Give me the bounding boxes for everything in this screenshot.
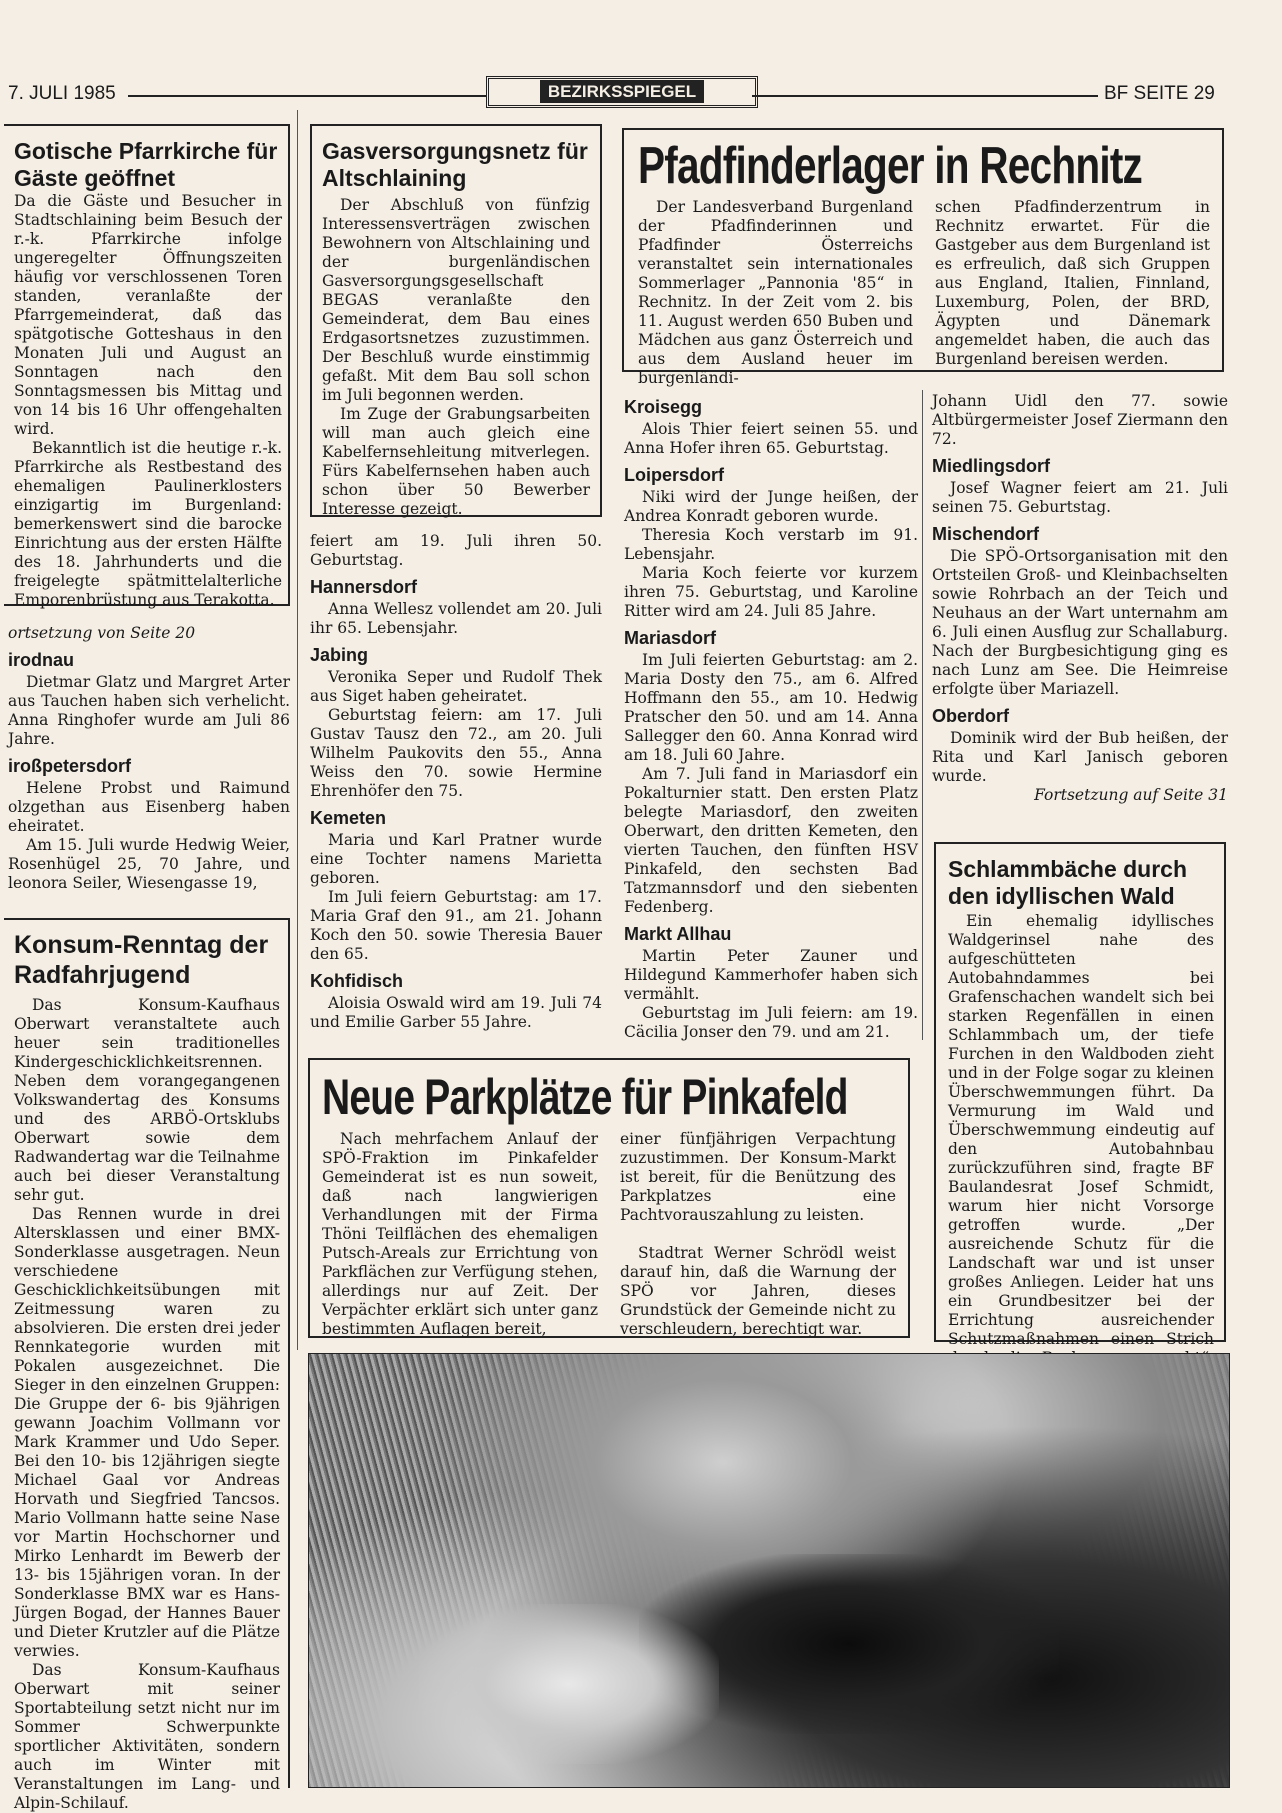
hannersdorf-title: Hannersdorf <box>310 577 418 597</box>
col4-continuation: Johann Uidl den 77. sowie Altbürgermeister Josef Ziermann den 72. <box>932 392 1228 448</box>
loipersdorf-p2: Theresia Koch verstarb im 91. Lebensjahr. <box>624 526 918 563</box>
issue-date: 7. JULI 1985 <box>8 83 116 104</box>
jabing-p2: Geburtstag feiern: am 17. Juli Gustav Tausz den 72., am 20. Juli Wilhelm Paukovits den 55., Anna Weiss den 70. sowie Hermine Ehrenhöfer den 75. <box>310 706 602 800</box>
hannersdorf-text: Anna Wellesz vollendet am 20. Juli ihr 65. Lebensjahr. <box>310 600 602 637</box>
miedlingsdorf-text: Josef Wagner feiert am 21. Juli seinen 75. Geburtstag. <box>932 479 1228 516</box>
miedlingsdorf-title: Miedlingsdorf <box>932 456 1050 476</box>
kemeten-p2: Im Juli feiern Geburtstag: am 17. Maria Graf den 91., am 21. Johann Koch den 50. sowie Theresia Bauer den 65. <box>310 888 602 963</box>
markt-allhau-p1: Martin Peter Zauner und Hildegund Kammerhofer haben sich vermählt. <box>624 947 918 1003</box>
markt-allhau-title: Markt Allhau <box>624 924 732 944</box>
pfarrkirche-p1: Da die Gäste und Besucher in Stadtschlaining beim Besuch der r.-k. Pfarrkirche infolge ungeregelter Öffnungszeiten häufig vor verschlossenen Toren standen, veranlaßte der Pfarrgemeinderat, daß das spätgotische Gotteshaus in den Monaten Juli und August an Sonntagen nach den Sonntagsmessen bis Mittag und von 14 bis 16 Uhr offengehalten wird. <box>14 192 282 438</box>
jabing-title: Jabing <box>310 645 369 665</box>
kohfidisch-title: Kohfidisch <box>310 971 403 991</box>
mariasdorf-title: Mariasdorf <box>624 628 717 648</box>
gas-p1: Der Abschluß von fünfzig Interessensverträgen zwischen Bewohnern von Altschlaining und der burgenländischen Gasversorgungsgesellschaft BEGAS veranlaßte den Gemeinderat, dem Bau eines Erdgasortsnetzes zuzustimmen. Der Beschluß wurde einstimmig gefaßt. Mit dem Bau soll schon im Juli begonnen werden. <box>322 196 590 404</box>
kroisegg-title: Kroisegg <box>624 397 703 417</box>
section-banner <box>486 76 758 108</box>
column-rule <box>922 390 923 1040</box>
mariasdorf-p1: Im Juli feierten Geburtstag: am 2. Maria Dosty den 75., am 6. Alfred Hoffmann den 55., am 10. Hedwig Pratscher den 50. und am 14. Anna Sallegger den 60. Anna Konrad wird am 18. Juli 60 Jahre. <box>624 651 918 764</box>
header-rule-right <box>752 95 1098 97</box>
photo-water <box>419 1604 719 1764</box>
parkplatz-right2: Stadtrat Werner Schrödl weist darauf hin, daß die Warnung der SPÖ vor Jahren, dieses Grundstück der Gemeinde nicht zu verschleudern, berechtigt war. <box>620 1244 896 1338</box>
pfadfinder-right: schen Pfadfinderzentrum in Rechnitz erwartet. Für die Gastgeber aus dem Burgenland ist es erfreulich, daß sich Gruppen aus England, Italien, Finnland, Luxemburg, Polen, der BRD, Ägypten und Dänemark angemeldet haben, die auch das Burgenland bereisen werden. <box>935 198 1210 368</box>
parkplatz-left: Nach mehrfachem Anlauf der SPÖ-Fraktion im Pinkafelder Gemeinderat ist es nun soweit, daß nach langwierigen Verhandlungen mit der Firma Thöni Teilflächen des ehemaligen Putsch-Areals zur Errichtung von Parkflächen zur Verfügung stehen, allerdings nur auf Zeit. Der Verpächter erklärt sich unter ganz bestimmten Auflagen bereit, <box>322 1130 598 1338</box>
parkplatz-right1: einer fünfjährigen Verpachtung zuzustimmen. Der Konsum-Markt ist bereit, für die Benützung des Parkplatzes eine Pachtvorauszahlung zu leisten. <box>620 1130 896 1224</box>
article-gas <box>310 124 602 517</box>
article-pfarrkirche <box>4 124 290 609</box>
pfadfinder-left: Der Landesverband Burgenland der Pfadfinderinnen und Pfadfinder Österreichs veranstaltet sein internationales Sommerlager „Pannonia '85“ in Rechnitz. In der Zeit vom 2. bis 11. August werden 650 Buben und Mädchen aus ganz Österreich und aus dem Ausland heuer im burgenländi- <box>638 198 913 387</box>
grosspetersdorf-p2: Am 15. Juli wurde Hedwig Weier, Rosenhügel 25, 70 Jahre, und leonora Seiler, Wiesengasse 19, <box>8 836 290 892</box>
schlamm-text: Ein ehemalig idyllisches Waldgerinsel nahe des aufgeschütteten Autobahndammes bei Grafenschachen wandelt sich bei starken Regenfällen in einen Schlammbach um, der tiefe Furchen in den Waldboden zieht und in der Folge sogar zu kleinen Überschwemmungen führt. Da Vermurung im Wald und Überschwemmung eindeutig auf den Autobahnbau zurückzuführen sind, fragte BF Baulandesrat Josef Schmidt, warum hier nicht Vorsorge getroffen wurde. „Der ausreichende Schutz für die Landschaft war und ist unser großes Anliegen. Leider hat uns ein Grundbesitzer bei der Errichtung ausreichender Schutzmaßnahmen einen Strich <box>948 912 1214 1348</box>
page-number: BF SEITE 29 <box>1104 83 1215 104</box>
konsum-p2: Das Rennen wurde in drei Altersklassen und einer BMX-Sonderklasse ausgetragen. Neun verschiedene Geschicklichkeitsübungen mit Zeitmessung waren zu absolvieren. Die ersten drei jeder Rennkategorie wurden mit Pokalen ausgezeichnet. Die Sieger in den einzelnen Gruppen: Die Gruppe der 6- bis 9jährigen gewann Joachim Vollmann vor Mark Krammer und Udo Seper. Bei den 10- bis 12jährigen siegte Michael Gaal vor Andreas Horvath und Siegfried Tancsos. Mario Vollmann hatte seine Nase vor Martin Hochschorner und Mirko Lenhardt im Bewerb der 13- bis 15jährigen voran. In der Sonderklasse BMX war es Hans-Jürgen Bogad, der Hannes Bauer und Dieter Krutzler auf die Plätze verwies. <box>14 1205 281 1660</box>
pfarrkirche-p2: Bekanntlich ist die heutige r.-k. Pfarrkirche als Restbestand des ehemaligen Paulinerklosters einzigartig im Burgenland: bemerkenswert sind die barocke Einrichtung aus der ersten Hälfte des 18. Jahrhunderts und die freigelegte spätmittelalterliche Emporenbrüstung aus Terakotta. <box>14 439 282 609</box>
gas-title: Gasversorgungsnetz für Altschlaining <box>322 138 588 191</box>
pfadfinder-title: Pfadfinderlager in Rechnitz <box>638 137 1143 195</box>
continuation-note: ortsetzung von Seite 20 <box>8 624 196 642</box>
loipersdorf-p1: Niki wird der Junge heißen, der Andrea Konradt geboren wurde. <box>624 488 918 525</box>
local-news-col2 <box>310 532 602 1032</box>
kemeten-p1: Maria und Karl Pratner wurde eine Tochter namens Marietta geboren. <box>310 831 602 887</box>
kemeten-title: Kemeten <box>310 808 387 828</box>
local-news-col1 <box>8 624 290 893</box>
article-schlamm <box>934 842 1226 1348</box>
jabing-p1: Veronika Seper und Rudolf Thek aus Siget haben geheiratet. <box>310 668 602 705</box>
article-konsum <box>4 918 290 1812</box>
grodnau-title: irodnau <box>8 650 74 670</box>
header-rule-left <box>128 95 486 97</box>
mariasdorf-p2: Am 7. Juli fand in Mariasdorf ein Pokalturnier statt. Den ersten Platz belegte Mariasdorf, den zweiten Oberwart, den dritten Kemeten, den vierten Tauchen, den fünften HSV Pinkafeld, den sechsten Bad Tatzmannsdorf und den siebenten Fedenberg. <box>624 765 918 916</box>
schlamm-title: Schlammbäche durch den idyllischen Wald <box>948 856 1188 909</box>
continued-note: Fortsetzung auf Seite 31 <box>1034 786 1228 804</box>
section-title: BEZIRKSSPIEGEL <box>540 80 704 103</box>
article-pfadfinder <box>622 128 1224 387</box>
loipersdorf-p3: Maria Koch feierte vor kurzem ihren 75. Geburtstag, und Karoline Ritter wird am 24. Juli 85 Jahre. <box>624 564 918 620</box>
column-rule <box>297 110 298 1350</box>
mischendorf-title: Mischendorf <box>932 524 1040 544</box>
article-parkplatz <box>308 1058 910 1338</box>
grosspetersdorf-title: iroßpetersdorf <box>8 756 132 776</box>
oberdorf-title: Oberdorf <box>932 706 1010 726</box>
news-photo-stream <box>308 1353 1230 1788</box>
mischendorf-text: Die SPÖ-Ortsorganisation mit den Ortsteilen Groß- und Kleinbachselten sowie Rohrbach an der Teich und Neuhaus an der Wart unternahm am 6. Juli einen Ausflug zur Schallaburg. Nach der Burgbesichtigung ging es nach Lunz am See. Die Heimreise erfolgte über Mariazell. <box>932 547 1228 698</box>
konsum-p1: Das Konsum-Kaufhaus Oberwart veranstaltete auch heuer sein traditionelles Kindergeschicklichkeitsrennen. Neben dem vorangegangenen Volkswandertag des Konsums und des ARBÖ-Ortsklubs Oberwart sowie dem Radwandertag war die Teilnahme auch bei dieser Veranstaltung sehr gut. <box>14 996 280 1204</box>
local-news-col4 <box>932 392 1228 805</box>
markt-allhau-p2: Geburtstag im Juli feiern: am 19. Cäcilia Jonser den 79. und am 21. <box>624 1004 918 1041</box>
col2-continuation: feiert am 19. Juli ihren 50. Geburtstag. <box>310 532 602 569</box>
konsum-p3: Das Konsum-Kaufhaus Oberwart mit seiner Sportabteilung setzt nicht nur im Sommer Schwerpunkte sportlicher Aktivitäten, sondern auch im Winter mit Veranstaltungen im Lang- und Alpin-Schilauf. <box>14 1661 280 1812</box>
pfarrkirche-title: Gotische Pfarrkirche für Gäste geöffnet <box>14 138 278 191</box>
grosspetersdorf-p1: Helene Probst und Raimund olzgethan aus Eisenberg haben eheiratet. <box>8 779 290 835</box>
oberdorf-text: Dominik wird der Bub heißen, der Rita und Karl Janisch geboren wurde. <box>932 729 1228 785</box>
gas-p2: Im Zuge der Grabungsarbeiten will man auch gleich eine Kabelfernsehleitung mitverlegen. Fürs Kabelfernsehen haben auch schon über 50 Bewerber Interesse gezeigt. <box>322 405 590 518</box>
loipersdorf-title: Loipersdorf <box>624 465 725 485</box>
kroisegg-text: Alois Thier feiert seinen 55. und Anna Hofer ihren 65. Geburtstag. <box>624 420 918 457</box>
kohfidisch-text: Aloisia Oswald wird am 19. Juli 74 und Emilie Garber 55 Jahre. <box>310 994 602 1031</box>
parkplatz-title: Neue Parkplätze für Pinkafeld <box>322 1069 848 1125</box>
grodnau-text: Dietmar Glatz und Margret Arter aus Tauchen haben sich verhelicht. Anna Ringhofer wurde am Juli 86 Jahre. <box>8 673 290 748</box>
local-news-col3 <box>624 390 918 1042</box>
konsum-title: Konsum-Renntag der Radfahrjugend <box>14 931 269 989</box>
